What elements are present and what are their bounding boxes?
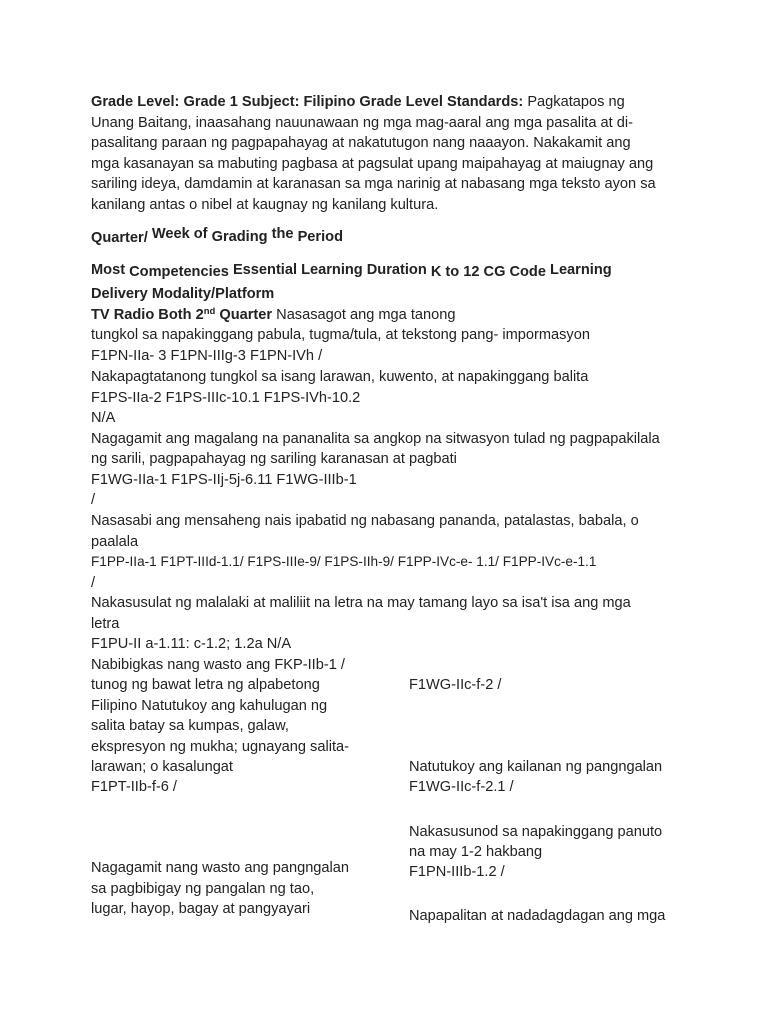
body-line-2: Nakapagtatanong tungkol sa isang larawan, kuwento, at napakinggang balita (91, 369, 589, 385)
body-line-8: letra (91, 616, 120, 632)
left-col-line-4: salita batay sa kumpas, galaw, (91, 718, 289, 734)
body-code-3: F1WG-IIa-1 F1PS-IIj-5j-6.11 F1WG-IIIb-1 (91, 472, 357, 488)
body-line-5: Nasasabi ang mensaheng nais ipabatid ng nabasang pananda, patalastas, babala, o (91, 513, 639, 529)
intro-line-4: mga kasanayan sa mabuting pagbasa at pagsulat upang maipahayag at maiugnay ang (91, 155, 654, 172)
body-code-1: F1PN-IIa- 3 F1PN-IIIg-3 F1PN-IVh / (91, 348, 323, 364)
right-col-line-4: Napapalitan at nadadagdagan ang mga (409, 908, 666, 924)
body-code-5: F1PU-II a-1.11: c-1.2; 1.2a N/A (91, 636, 292, 652)
right-col-code-1: F1WG-IIc-f-2 / (409, 677, 502, 693)
right-col-line-2: Natutukoy ang kailanan ng pangngalan (409, 759, 663, 775)
intro-line-1: Grade Level: Grade 1 Subject: Filipino Grade Level Standards: Pagkatapos ng (91, 94, 625, 110)
left-col-code: F1PT-IIb-f-6 / (91, 779, 177, 795)
intro-line-3: pasalitang paraan ng pagpapahayag at nakatutugon nang naaayon. Nakakamit ang (91, 135, 631, 151)
intro-label: Grade Level: Grade 1 Subject: Filipino Grade Level Standards: (91, 94, 524, 110)
right-col-line-3a: Nakasusunod sa napakinggang panuto (409, 824, 663, 840)
header-competencies-row: Most Competencies Essential Learning Duration K to 12 CG Code Learning (91, 262, 612, 280)
right-col-code-2: F1WG-IIc-f-2.1 / (409, 779, 514, 795)
right-col-code-3: F1PN-IIIb-1.2 / (409, 864, 505, 880)
header-quarter-row: Quarter/ Week of Grading the Period (91, 226, 343, 246)
body-na: N/A (91, 410, 116, 426)
left-col2-line-3: lugar, hayop, bagay at pangyayari (91, 901, 311, 917)
body-line-6: paalala (91, 534, 139, 550)
body-code-4: F1PP-IIa-1 F1PT-IIId-1.1/ F1PS-IIIe-9/ F1PS-IIh-9/ F1PP-IVc-e- 1.1/ F1PP-IVc-e-1.1 (91, 554, 597, 569)
body-line-7: Nakasusulat ng malalaki at maliliit na letra na may tamang layo sa isa't isa ang mga (91, 595, 631, 611)
left-col-line-6: larawan; o kasalungat (91, 759, 233, 775)
intro-line-5: sariling ideya, damdamin at karanasan sa mga narinig at nabasang mga teksto ayon sa (91, 176, 656, 192)
right-col-line-3b: na may 1-2 hakbang (409, 844, 543, 860)
body-line-4: ng sarili, pagpapahayag ng sariling karanasan at pagbati (91, 451, 457, 467)
tv-radio-line: TV Radio Both 2nd Quarter Nasasagot ang mga tanong (91, 306, 456, 323)
left-col-line-5: ekspresyon ng mukha; ugnayang salita- (91, 739, 349, 755)
header-delivery-line: Delivery Modality/Platform (91, 286, 275, 302)
left-col2-line-2: sa pagbibigay ng pangalan ng tao, (91, 881, 315, 897)
body-slash-1: / (91, 492, 96, 508)
intro-paragraph (91, 92, 691, 215)
body-slash-2: / (91, 575, 96, 591)
left-col2-line-1: Nagagamit nang wasto ang pangngalan (91, 860, 350, 876)
body-line-1: tungkol sa napakinggang pabula, tugma/tula, at tekstong pang- impormasyon (91, 327, 590, 343)
intro-line-6: kanilang antas o nibel at kaugnay ng kanilang kultura. (91, 196, 439, 213)
intro-line-2: Unang Baitang, inaasahang nauunawaan ng mga mag-aaral ang mga pasalita at di- (91, 114, 633, 131)
body-line-3: Nagagamit ang magalang na pananalita sa angkop na sitwasyon tulad ng pagpapakilala (91, 431, 660, 447)
left-col-line-3: Filipino Natutukoy ang kahulugan ng (91, 698, 328, 714)
body-code-2: F1PS-IIa-2 F1PS-IIIc-10.1 F1PS-IVh-10.2 (91, 390, 361, 406)
left-col-line-1: Nabibigkas nang wasto ang FKP-IIb-1 / (91, 657, 345, 673)
left-col-line-2: tunog ng bawat letra ng alpabetong (91, 677, 320, 693)
